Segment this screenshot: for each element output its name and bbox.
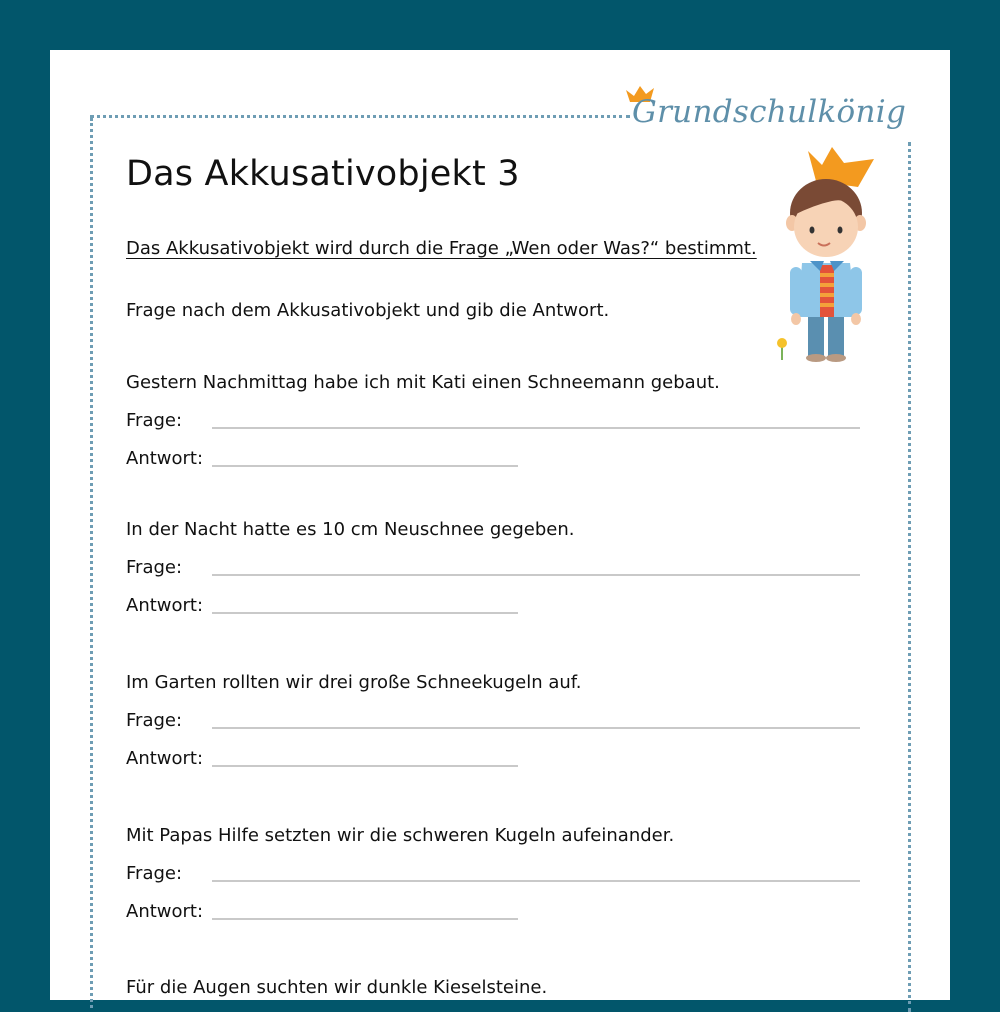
- exercise-sentence: Im Garten rollten wir drei große Schneekugeln auf.: [126, 672, 582, 693]
- boy-with-crown-icon: [770, 145, 880, 365]
- exercise-sentence: Mit Papas Hilfe setzten wir die schweren Kugeln aufeinander.: [126, 825, 675, 846]
- brand-logo: Grundschulkönig: [632, 94, 907, 130]
- answer-line[interactable]: [212, 918, 518, 920]
- question-answer-line[interactable]: [212, 880, 860, 882]
- question-answer-line[interactable]: [212, 427, 860, 429]
- worksheet-page: [50, 50, 950, 1000]
- exercise-sentence: Für die Augen suchten wir dunkle Kieselsteine.: [126, 977, 548, 998]
- answer-label: Antwort:: [126, 595, 204, 616]
- answer-line[interactable]: [212, 465, 518, 467]
- grammar-rule: Das Akkusativobjekt wird durch die Frage „Wen oder Was?“ bestimmt.: [126, 238, 757, 259]
- instruction: Frage nach dem Akkusativobjekt und gib die Antwort.: [126, 300, 610, 321]
- question-label: Frage:: [126, 710, 183, 731]
- question-answer-line[interactable]: [212, 727, 860, 729]
- worksheet-title: Das Akkusativobjekt 3: [126, 154, 520, 194]
- dotted-border-left: [90, 118, 93, 1008]
- question-answer-line[interactable]: [212, 574, 860, 576]
- answer-label: Antwort:: [126, 901, 204, 922]
- answer-line[interactable]: [212, 765, 518, 767]
- answer-label: Antwort:: [126, 448, 204, 469]
- question-label: Frage:: [126, 863, 183, 884]
- dotted-border-top: [90, 115, 630, 118]
- exercise-sentence: Gestern Nachmittag habe ich mit Kati einen Schneemann gebaut.: [126, 372, 720, 393]
- exercise-sentence: In der Nacht hatte es 10 cm Neuschnee gegeben.: [126, 519, 575, 540]
- answer-line[interactable]: [212, 612, 518, 614]
- answer-label: Antwort:: [126, 748, 204, 769]
- question-label: Frage:: [126, 557, 183, 578]
- dotted-border-right: [908, 142, 911, 1012]
- question-label: Frage:: [126, 410, 183, 431]
